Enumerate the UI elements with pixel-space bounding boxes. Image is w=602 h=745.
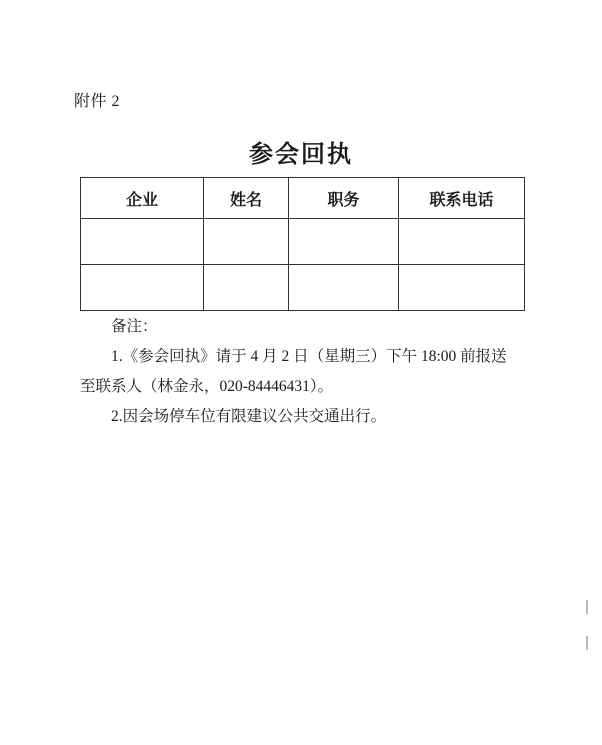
receipt-table <box>80 177 525 311</box>
note-item-1-continuation: 至联系人（林金永，020-84446431）。 <box>80 378 334 395</box>
table-cell-phone[interactable] <box>399 219 525 265</box>
column-header-phone: 联系电话 <box>399 178 525 219</box>
scan-edge-mark <box>586 636 588 650</box>
notes-heading: 备注： <box>111 318 158 335</box>
notes-section <box>80 312 530 432</box>
table-cell-phone[interactable] <box>399 265 525 311</box>
note-item-1: 1.《参会回执》请于 4 月 2 日（星期三）下午 18:00 前报送 <box>111 348 507 365</box>
scan-edge-mark <box>586 600 588 614</box>
table-cell-position[interactable] <box>289 265 399 311</box>
table-row <box>81 219 525 265</box>
table-cell-company[interactable] <box>81 219 204 265</box>
table-row <box>81 265 525 311</box>
table-header-row <box>81 178 525 219</box>
table-cell-company[interactable] <box>81 265 204 311</box>
column-header-position: 职务 <box>289 178 399 219</box>
table-cell-position[interactable] <box>289 219 399 265</box>
page-title: 参会回执 <box>249 142 353 168</box>
note-item-2: 2.因会场停车位有限建议公共交通出行。 <box>111 408 387 425</box>
table-cell-name[interactable] <box>204 219 289 265</box>
attachment-label: 附件 2 <box>74 93 121 110</box>
column-header-company: 企业 <box>81 178 204 219</box>
table-cell-name[interactable] <box>204 265 289 311</box>
column-header-name: 姓名 <box>204 178 289 219</box>
